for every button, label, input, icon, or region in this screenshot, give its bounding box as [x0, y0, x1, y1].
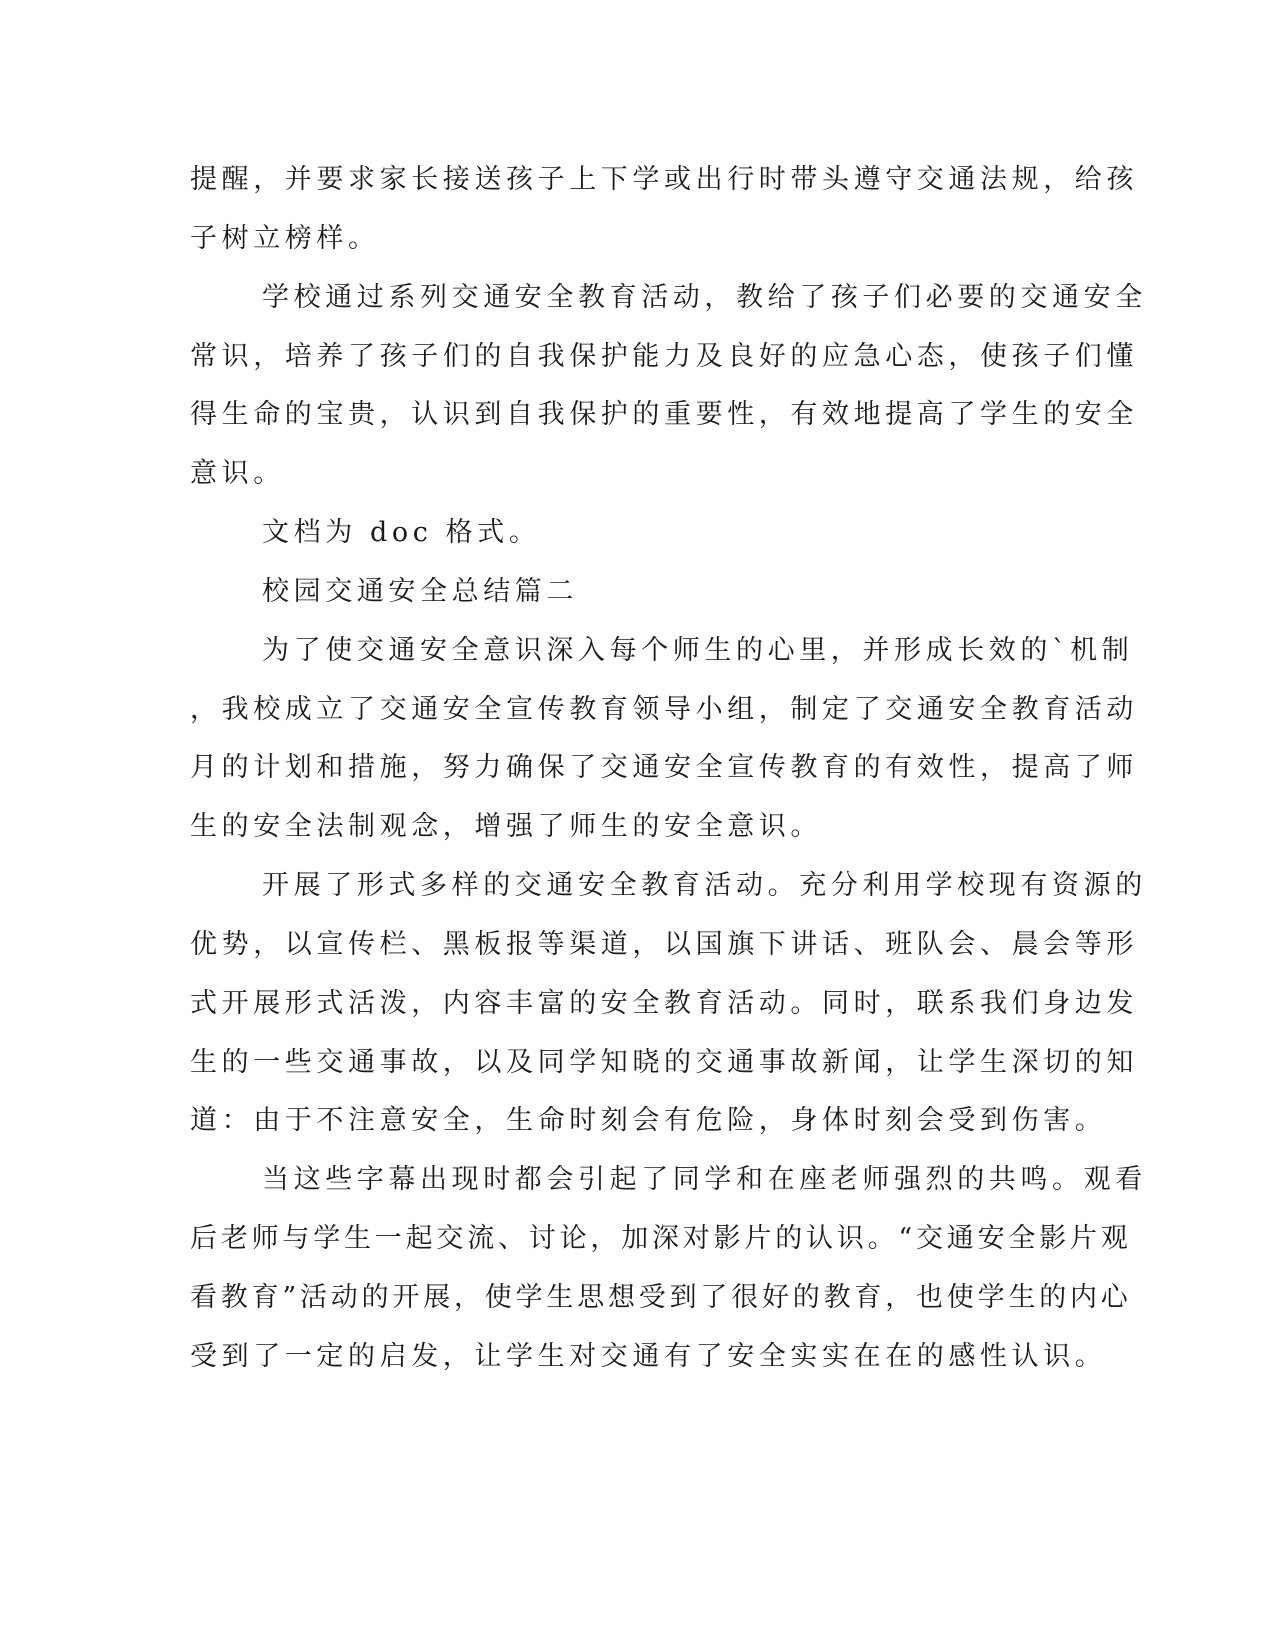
text-line: 受到了一定的启发，让学生对交通有了安全实实在在的感性认识。	[190, 1341, 1107, 1372]
text-line: 得生命的宝贵，认识到自我保护的重要性，有效地提高了学生的安全	[190, 399, 1138, 430]
text-line: 意识。	[190, 458, 285, 489]
text-line: 优势，以宣传栏、黑板报等渠道，以国旗下讲话、班队会、晨会等形	[190, 929, 1138, 960]
paragraph-start-line: 文档为 doc 格式。	[262, 517, 541, 548]
paragraph-start-line: 当这些字幕出现时都会引起了同学和在座老师强烈的共鸣。观看	[262, 1164, 1147, 1195]
text-line: 子树立榜样。	[190, 223, 380, 254]
text-line: 月的计划和措施，努力确保了交通安全宣传教育的有效性，提高了师	[190, 752, 1138, 783]
paragraph-start-line: 学校通过系列交通安全教育活动，教给了孩子们必要的交通安全	[262, 282, 1147, 313]
text-line: 道：由于不注意安全，生命时刻会有危险，身体时刻会受到伤害。	[190, 1105, 1107, 1136]
section-heading: 校园交通安全总结篇二	[262, 576, 578, 607]
text-line: 式开展形式活泼，内容丰富的安全教育活动。同时，联系我们身边发	[190, 988, 1138, 1019]
paragraph-start-line: 开展了形式多样的交通安全教育活动。充分利用学校现有资源的	[262, 870, 1147, 901]
text-line: 提醒，并要求家长接送孩子上下学或出行时带头遵守交通法规，给孩	[190, 164, 1138, 195]
text-line: 常识，培养了孩子们的自我保护能力及良好的应急心态，使孩子们懂	[190, 341, 1138, 372]
text-line: ，我校成立了交通安全宣传教育领导小组，制定了交通安全教育活动	[190, 694, 1138, 725]
text-line: 后老师与学生一起交流、讨论，加深对影片的认识。“交通安全影片观	[190, 1223, 1132, 1254]
text-line: 生的安全法制观念，增强了师生的安全意识。	[190, 811, 822, 842]
paragraph-start-line: 为了使交通安全意识深入每个师生的心里，并形成长效的`机制	[262, 635, 1134, 666]
text-line: 看教育”活动的开展，使学生思想受到了很好的教育，也使学生的内心	[190, 1282, 1132, 1313]
text-line: 生的一些交通事故，以及同学知晓的交通事故新闻，让学生深切的知	[190, 1047, 1138, 1078]
